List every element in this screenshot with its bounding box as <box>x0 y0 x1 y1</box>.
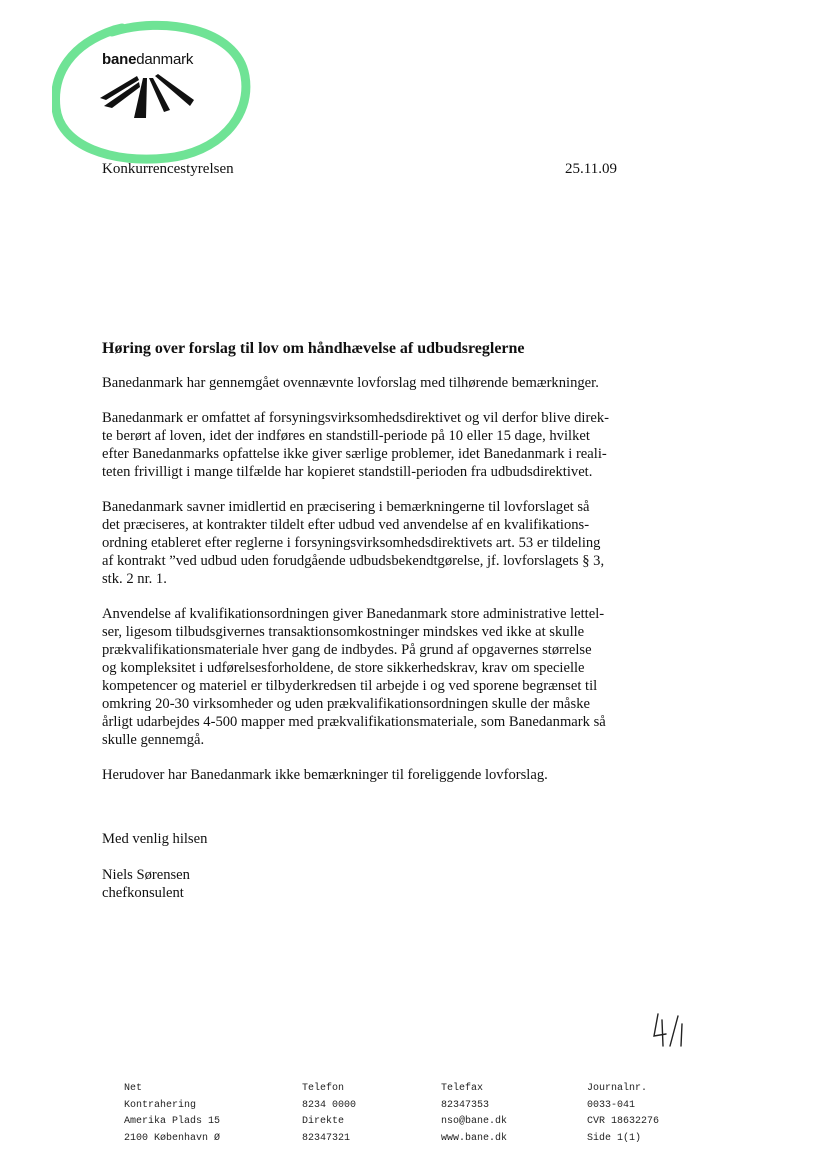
paragraph: Anvendelse af kvalifikationsordningen giver Banedanmark store administrative lettel- ser, ligesom tilbudsgivernes transaktionsomkostninger mindskes ved ikke at skulle prækvalifikationsmateriale hver gang de indbydes. På grund af opgavernes størrelse og kompleksitet i udførelsesforholdene, de store sikkerhedskrav, krav om specielle kompetencer og materiel er tilbyderkredsen til arbejde i og ved sporene begrænset til omkring 20-30 virksomheder og uden prækvalifikationsordningen skulle der måske årligt udarbejdes 4-500 mapper med prækvalifikationsmateriale, som Banedanmark så skulle gennemgå. <box>102 606 606 748</box>
signer-block <box>102 866 190 902</box>
recipient: Konkurrencestyrelsen <box>102 161 234 177</box>
footer-address: Net Kontrahering Amerika Plads 15 2100 København Ø <box>124 1083 221 1144</box>
paragraph: Herudover har Banedanmark ikke bemærkninger til foreliggende lovforslag. <box>102 767 548 783</box>
railway-tracks-icon <box>52 18 252 168</box>
closing: Med venlig hilsen <box>102 831 208 847</box>
letter-body <box>102 374 642 801</box>
paragraph: Banedanmark har gennemgået ovennævnte lovforslag med tilhørende bemærkninger. <box>102 375 599 391</box>
footer-website: www.bane.dk <box>441 1132 508 1144</box>
signer-name: Niels Sørensen <box>102 867 190 883</box>
footer-email: nso@bane.dk <box>441 1116 508 1127</box>
banedanmark-logo <box>52 18 252 168</box>
signer-title: chefkonsulent <box>102 885 184 901</box>
footer-journal: Journalnr. 0033-041 CVR 18632276 Side 1(1) <box>587 1083 660 1144</box>
subject-heading: Høring over forslag til lov om håndhævelse af udbudsreglerne <box>102 340 525 357</box>
brand-wordmark: banedanmark <box>102 51 194 68</box>
paragraph: Banedanmark er omfattet af forsyningsvirksomhedsdirektivet og vil derfor blive direk- te berørt af loven, idet der indføres en standstill-periode på 10 eller 15 dage, hvilket efter Banedanmarks opfattelse ikke giver særlige problemer, idet Banedanmark i reali- teten frivilligt i mange tilfælde har kopieret standstill-perioden fra udbudsdirektivet. <box>102 410 609 480</box>
paragraph: Banedanmark savner imidlertid en præcisering i bemærkningerne til lovforslaget så det præciseres, at kontrakter tildelt efter udbud ved anvendelse af en kvalifikations- ordning etableret efter reglerne i forsyningsvirksomhedsdirektivets art. 53 er tildeling af kontrakt ”ved udbud uden forudgående udbudsbekendtgørelse, jf. lovforslagets § 3, stk. 2 nr. 1. <box>102 499 605 587</box>
letter-date: 25.11.09 <box>565 161 617 177</box>
footer-fax: Telefax 82347353 nso@bane.dk www.bane.dk <box>441 1081 507 1147</box>
handwritten-note <box>650 1010 690 1050</box>
footer-phone: Telefon 8234 0000 Direkte 82347321 <box>302 1083 357 1144</box>
